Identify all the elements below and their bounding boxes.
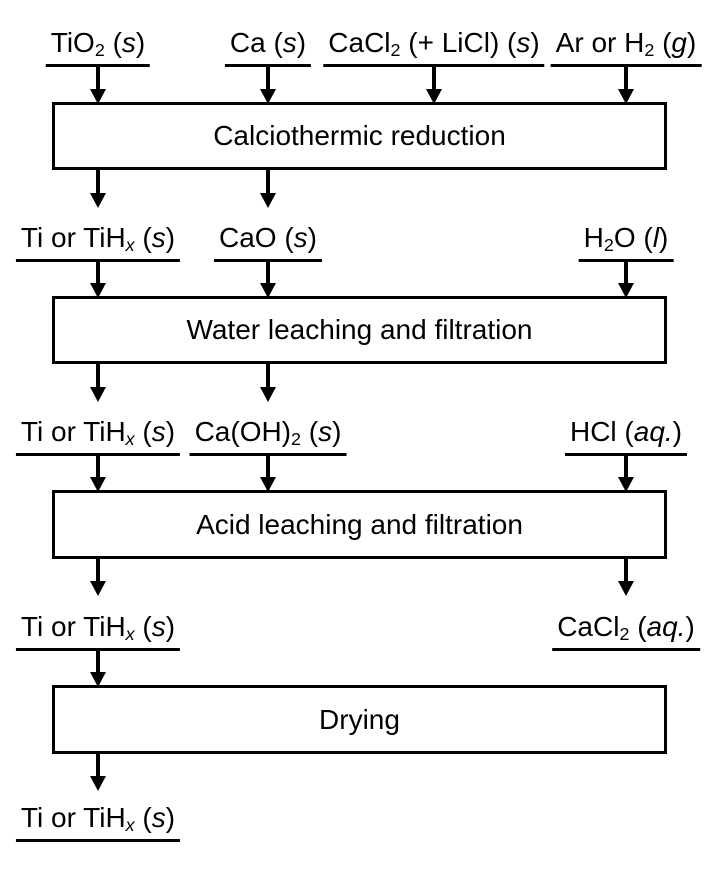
arrow-acid-leaching-out-ti [90,559,106,596]
arrow-hcl-into-acid-leaching [618,456,634,492]
arrow-reduction-out-cao [260,170,276,208]
arrow-ca-into-reduction [260,67,276,104]
arrow-drying-out-ti [90,754,106,791]
process-box-label: Calciothermic reduction [213,120,506,151]
stream-label-cacl2-aq: CaCl2 (aq.) [552,611,700,651]
arrow-tio2-into-reduction [90,67,106,104]
process-box-acid-leaching [52,490,667,559]
stream-label-ti-tihx-final: Ti or TiHx (s) [16,802,180,842]
stream-label-tio2: TiO2 (s) [46,27,150,67]
stream-label-h2o: H2O (l) [579,222,674,262]
stream-label-caoh2: Ca(OH)2 (s) [190,416,347,456]
arrow-water-leaching-out-caoh2 [260,364,276,402]
arrow-reduction-out-ti [90,170,106,208]
process-box-water-leaching [52,296,667,364]
process-box-label: Drying [319,703,400,735]
process-box-label: Water leaching and filtration [186,314,533,345]
arrow-ti-into-acid-leaching [90,456,106,492]
stream-label-ti-tihx-3: Ti or TiHx (s) [16,611,180,651]
process-box-label: Acid leaching and filtration [196,508,523,540]
stream-label-ar-h2: Ar or H2 (g) [551,27,702,67]
arrow-ti-into-drying [90,651,106,687]
stream-label-ca: Ca (s) [225,27,311,67]
arrow-h2o-into-water-leaching [618,262,634,298]
stream-label-cacl2-licl: CaCl2 (+ LiCl) (s) [323,27,544,67]
process-box-drying [52,685,667,754]
arrow-ti-into-water-leaching [90,262,106,298]
process-box-calciothermic-reduction [52,102,667,170]
stream-label-ti-tihx-2: Ti or TiHx (s) [16,416,180,456]
arrow-caoh2-into-acid-leaching [260,456,276,492]
arrow-water-leaching-out-ti [90,364,106,402]
arrow-acid-leaching-out-cacl2 [618,559,634,596]
arrow-gas-into-reduction [618,67,634,104]
arrow-cao-into-water-leaching [260,262,276,298]
stream-label-cao: CaO (s) [214,222,322,262]
stream-label-ti-tihx-1: Ti or TiHx (s) [16,222,180,262]
arrow-cacl2-into-reduction [426,67,442,104]
stream-label-hcl: HCl (aq.) [565,416,687,456]
